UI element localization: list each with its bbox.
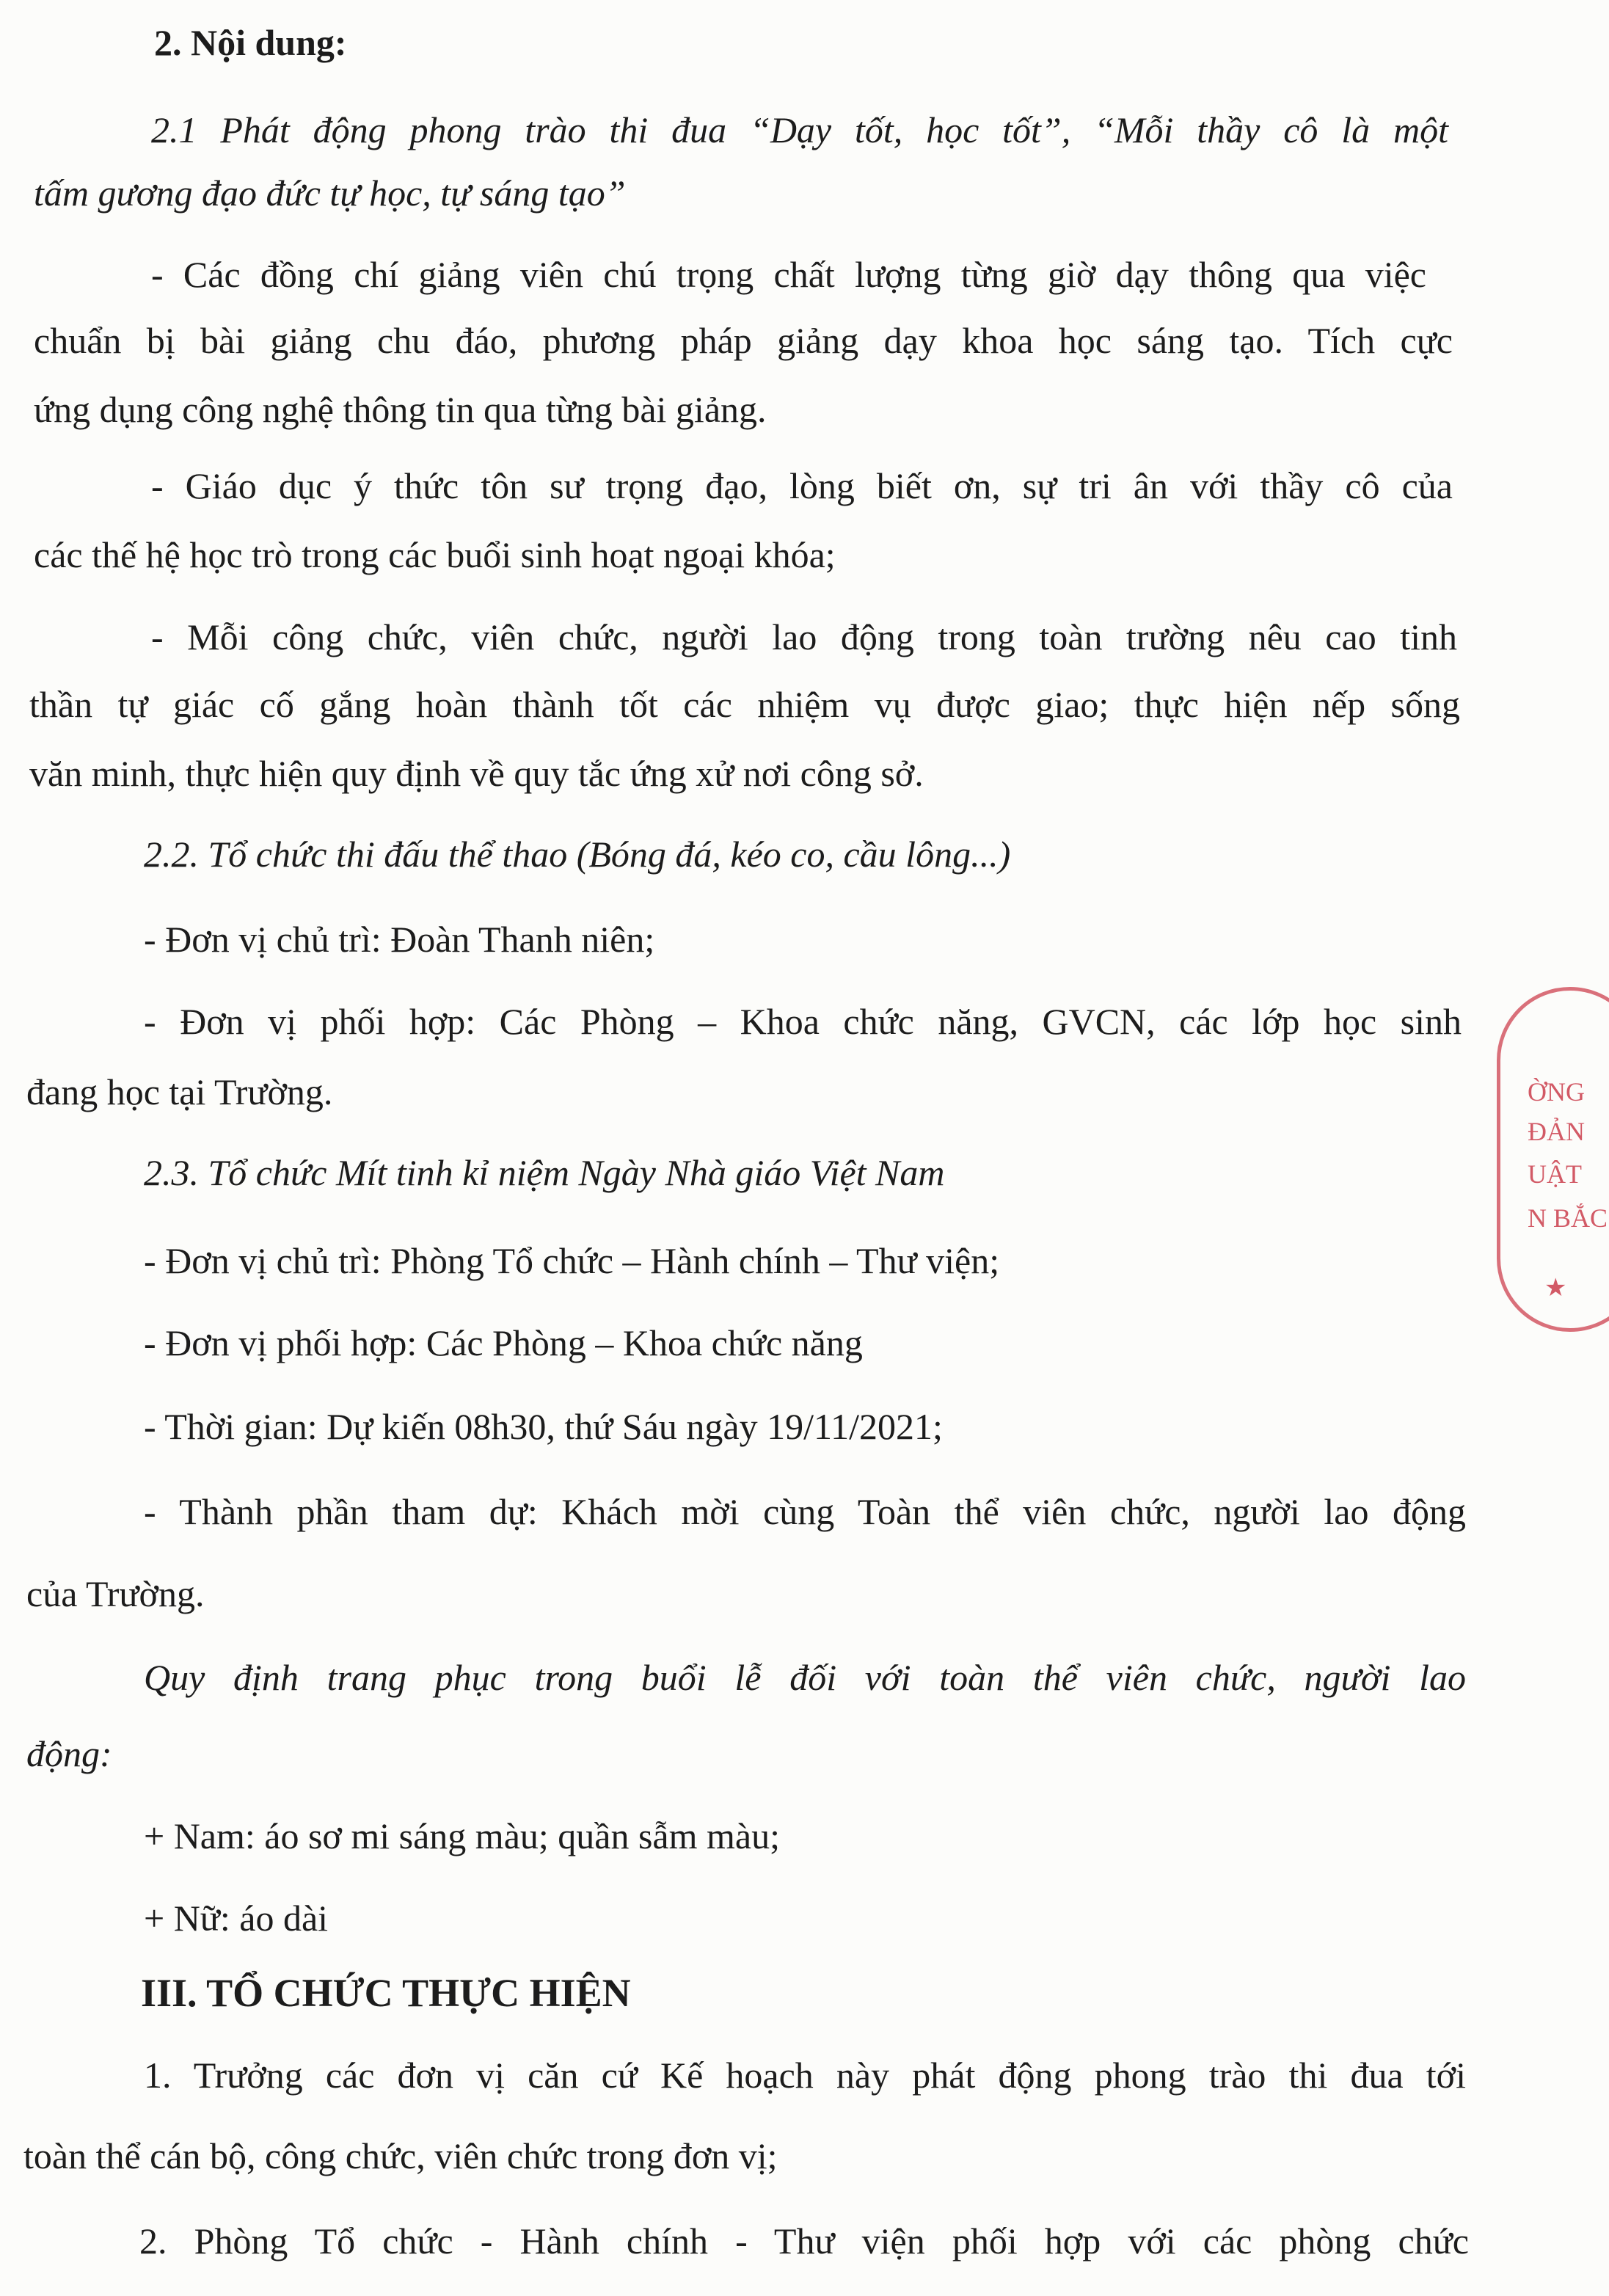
subsection-2-3-attendees-line-2: của Trường. [26, 1573, 205, 1614]
subsection-2-3-title: 2.3. Tổ chức Mít tinh kỉ niệm Ngày Nhà giáo Việt Nam [144, 1152, 945, 1193]
subsection-2-2-partner-units-line-2: đang học tại Trường. [26, 1071, 333, 1112]
subsection-2-2-partner-units-line-1: - Đơn vị phối hợp: Các Phòng – Khoa chức năng, GVCN, các lớp học sinh [144, 1001, 1462, 1042]
dress-code-female: + Nữ: áo dài [144, 1898, 329, 1939]
stamp-text-line-3: UẬT [1528, 1159, 1582, 1189]
subsection-2-3-attendees-line-1: - Thành phần tham dự: Khách mời cùng Toàn thể viên chức, người lao động [144, 1491, 1466, 1532]
stamp-text-line-1: ỜNG [1528, 1077, 1585, 1107]
dress-code-male: + Nam: áo sơ mi sáng màu; quần sẫm màu; [144, 1815, 780, 1856]
paragraph-1-line-2: chuẩn bị bài giảng chu đáo, phương pháp giảng dạy khoa học sáng tạo. Tích cực [34, 320, 1453, 361]
paragraph-3-line-1: - Mỗi công chức, viên chức, người lao động trong toàn trường nêu cao tinh [151, 616, 1457, 657]
stamp-text-line-2: ĐẢN [1528, 1117, 1585, 1146]
paragraph-1-line-1: - Các đồng chí giảng viên chú trọng chất lượng từng giờ dạy thông qua việc [151, 254, 1426, 295]
section-3-item-1-line-1: 1. Trưởng các đơn vị căn cứ Kế hoạch này phát động phong trào thi đua tới [144, 2055, 1466, 2096]
paragraph-2-line-2: các thế hệ học trò trong các buổi sinh hoạt ngoại khóa; [34, 534, 836, 575]
paragraph-3-line-3: văn minh, thực hiện quy định về quy tắc ứng xử nơi công sở. [29, 753, 924, 794]
stamp-text-line-4: N BẮC [1528, 1203, 1608, 1233]
section-heading-content: 2. Nội dung: [154, 22, 347, 63]
dress-code-line-2: động: [26, 1733, 112, 1774]
dress-code-line-1: Quy định trang phục trong buổi lễ đối với toàn thể viên chức, người lao [144, 1657, 1466, 1698]
paragraph-2-line-1: - Giáo dục ý thức tôn sư trọng đạo, lòng biết ơn, sự tri ân với thầy cô của [151, 465, 1453, 506]
subsection-2-3-time: - Thời gian: Dự kiến 08h30, thứ Sáu ngày 19/11/2021; [144, 1406, 943, 1447]
stamp-star-icon: ★ [1544, 1275, 1567, 1302]
subsection-2-1-title-line-1: 2.1 Phát động phong trào thi đua “Dạy tốt, học tốt”, “Mỗi thầy cô là một [151, 109, 1448, 150]
section-3-item-2-line-1: 2. Phòng Tổ chức - Hành chính - Thư viện phối hợp với các phòng chức [139, 2220, 1469, 2262]
subsection-2-3-host-unit: - Đơn vị chủ trì: Phòng Tổ chức – Hành chính – Thư viện; [144, 1240, 1000, 1281]
subsection-2-3-partner-units: - Đơn vị phối hợp: Các Phòng – Khoa chức năng [144, 1322, 863, 1363]
subsection-2-1-title-line-2: tấm gương đạo đức tự học, tự sáng tạo” [34, 172, 626, 214]
subsection-2-2-host-unit: - Đơn vị chủ trì: Đoàn Thanh niên; [144, 919, 655, 960]
section-3-heading: III. TỔ CHỨC THỰC HIỆN [141, 1971, 631, 2015]
section-3-item-1-line-2: toàn thể cán bộ, công chức, viên chức trong đơn vị; [23, 2135, 778, 2176]
paragraph-1-line-3: ứng dụng công nghệ thông tin qua từng bài giảng. [34, 389, 767, 430]
paragraph-3-line-2: thần tự giác cố gắng hoàn thành tốt các nhiệm vụ được giao; thực hiện nếp sống [29, 684, 1460, 725]
subsection-2-2-title: 2.2. Tổ chức thi đấu thể thao (Bóng đá, kéo co, cầu lông...) [144, 834, 1011, 875]
